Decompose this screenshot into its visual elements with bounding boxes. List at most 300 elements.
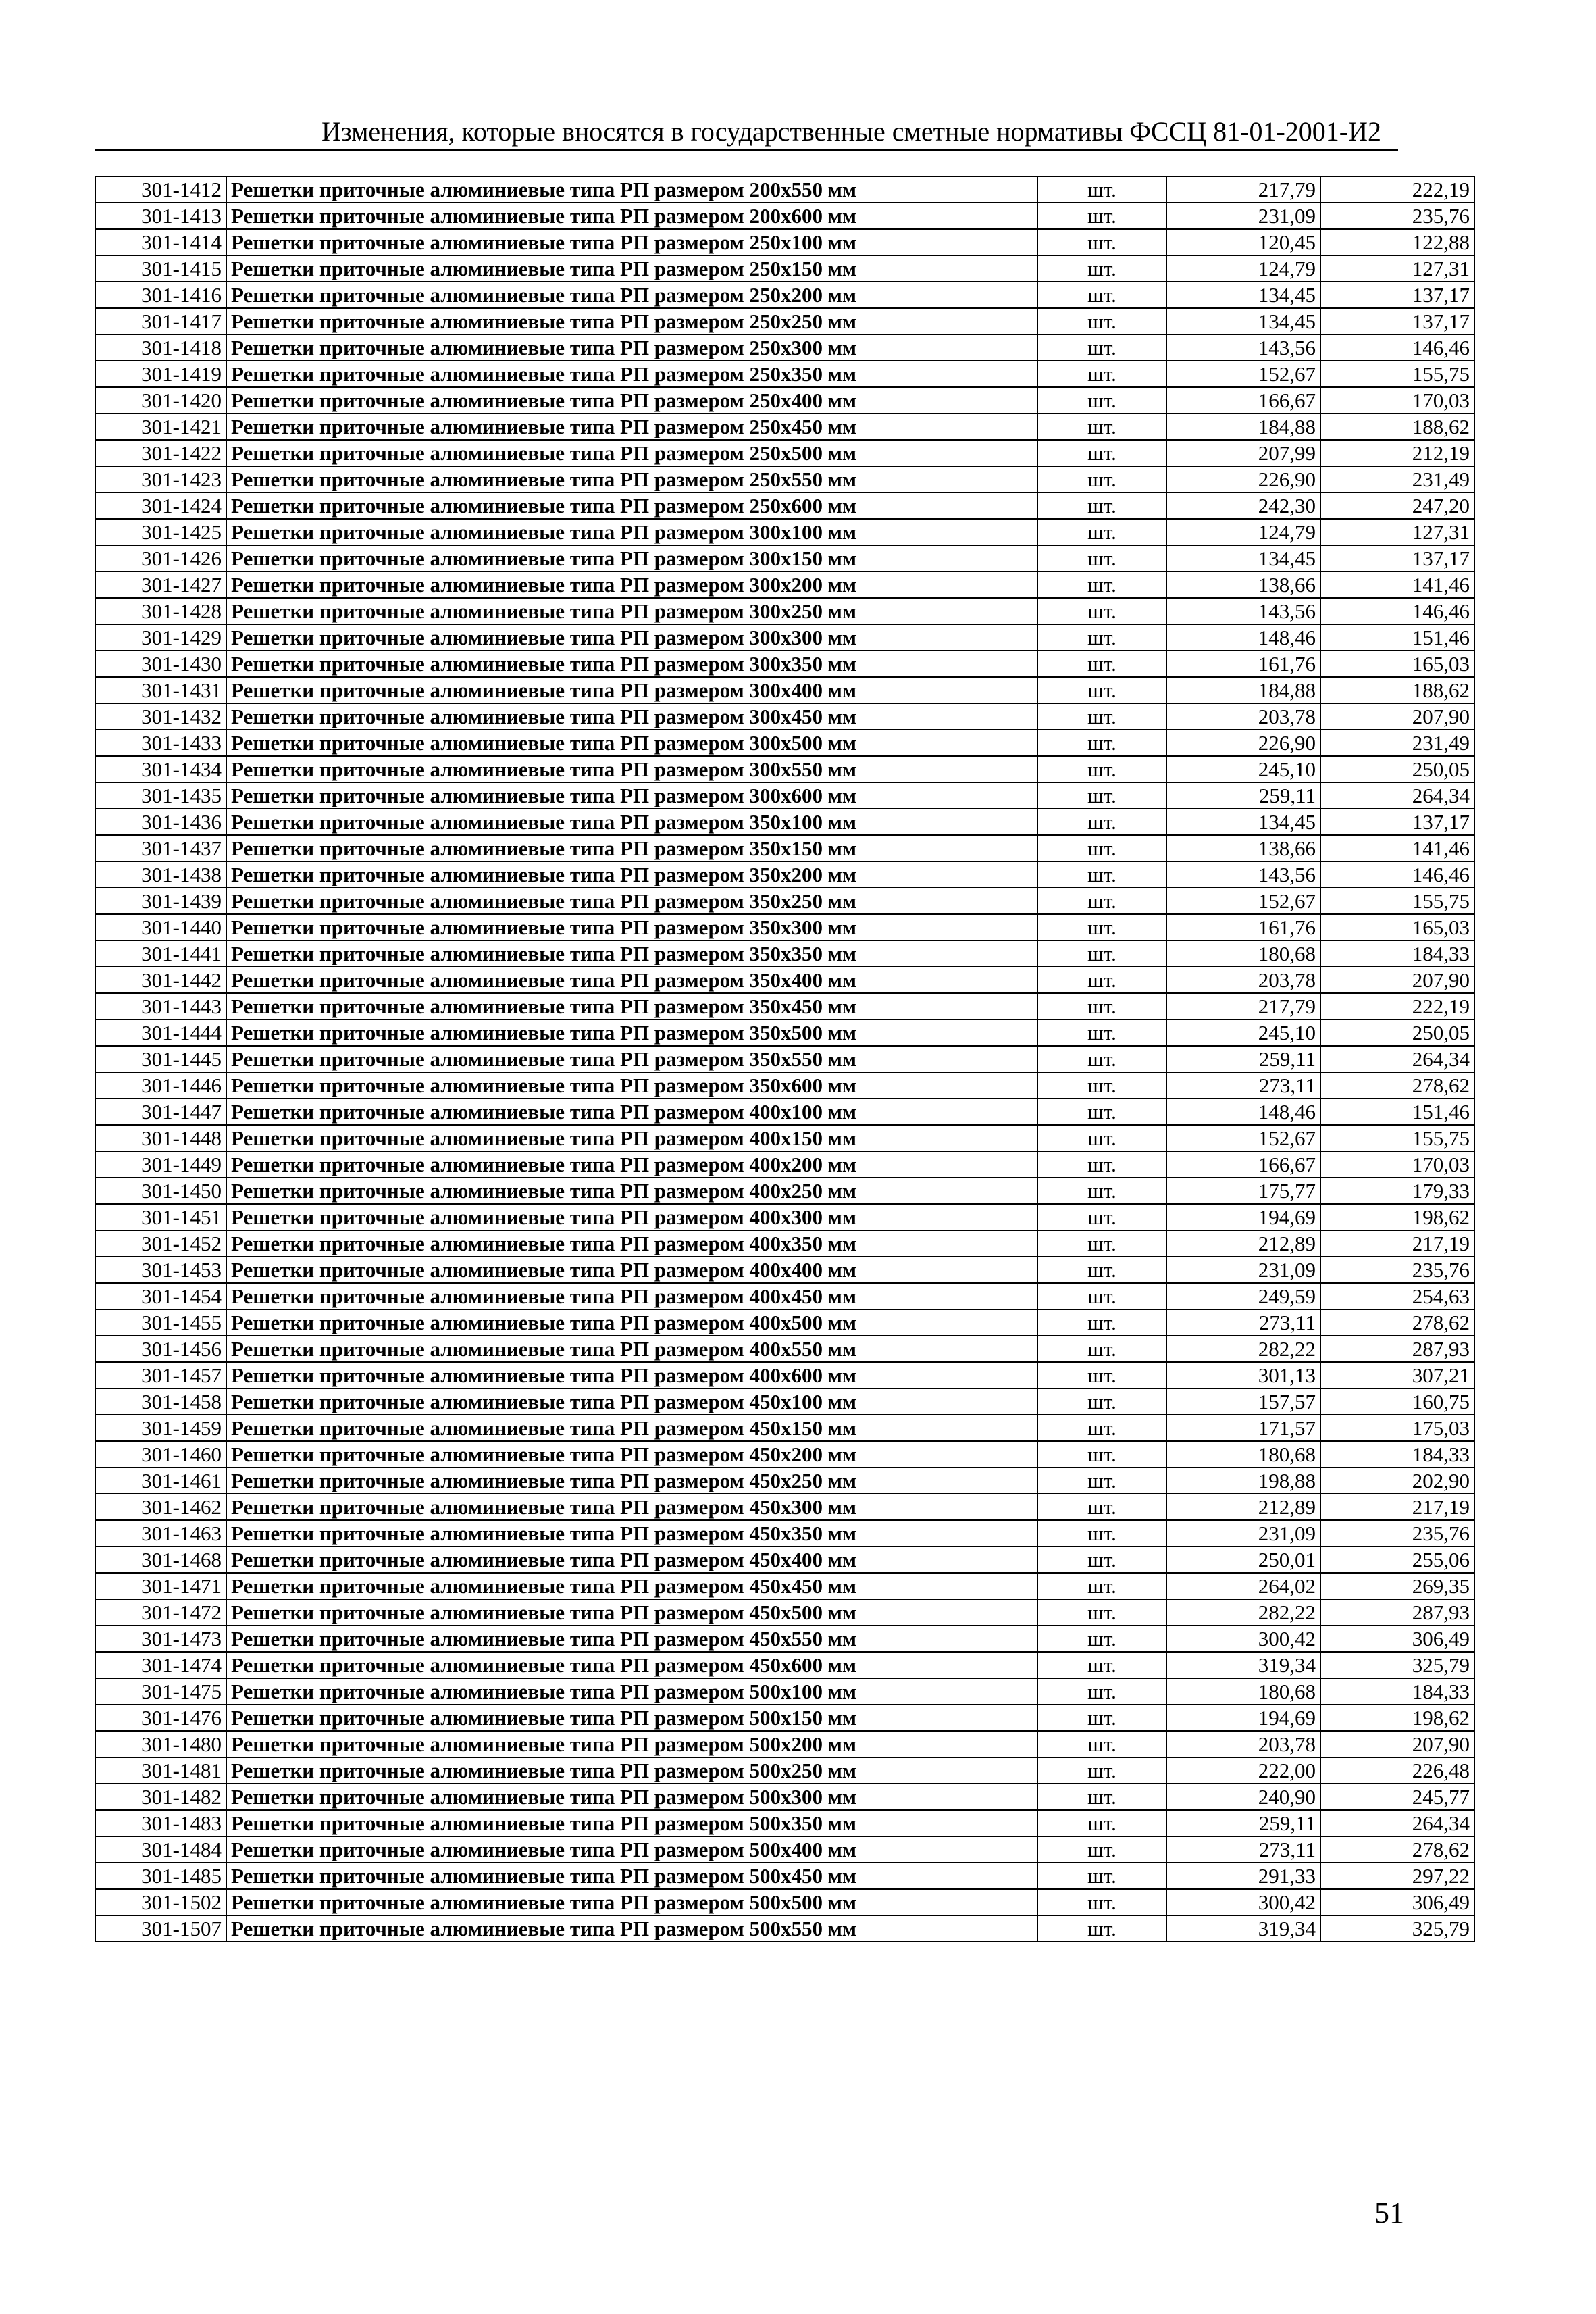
table-row — [95, 861, 1474, 888]
unit-cell: шт. — [1037, 466, 1166, 493]
unit-cell: шт. — [1037, 1757, 1166, 1784]
unit-cell: шт. — [1037, 1336, 1166, 1362]
unit-cell: шт. — [1037, 1309, 1166, 1336]
table-row — [95, 1099, 1474, 1125]
unit-cell: шт. — [1037, 440, 1166, 466]
table-row — [95, 466, 1474, 493]
table-row — [95, 1467, 1474, 1494]
item-name-cell: Решетки приточные алюминиевые типа РП размером 450х400 мм — [226, 1546, 1037, 1573]
item-name-cell: Решетки приточные алюминиевые типа РП размером 300х200 мм — [226, 572, 1037, 598]
item-code-cell: 301-1480 — [95, 1731, 226, 1757]
item-name-cell: Решетки приточные алюминиевые типа РП размером 400х150 мм — [226, 1125, 1037, 1151]
table-row — [95, 1863, 1474, 1889]
item-name-cell: Решетки приточные алюминиевые типа РП размером 450х300 мм — [226, 1494, 1037, 1520]
price-cell: 217,79 — [1166, 993, 1320, 1020]
item-name-cell: Решетки приточные алюминиевые типа РП размером 450х200 мм — [226, 1441, 1037, 1467]
price-cell: 155,75 — [1320, 888, 1474, 914]
item-name-cell: Решетки приточные алюминиевые типа РП размером 250х300 мм — [226, 334, 1037, 361]
unit-cell: шт. — [1037, 1784, 1166, 1810]
item-name-cell: Решетки приточные алюминиевые типа РП размером 500х100 мм — [226, 1678, 1037, 1705]
price-cell: 273,11 — [1166, 1836, 1320, 1863]
page-number: 51 — [1374, 2196, 1404, 2230]
price-cell: 259,11 — [1166, 782, 1320, 809]
price-cell: 212,89 — [1166, 1494, 1320, 1520]
price-cell: 203,78 — [1166, 703, 1320, 730]
item-code-cell: 301-1483 — [95, 1810, 226, 1836]
item-name-cell: Решетки приточные алюминиевые типа РП размером 400х350 мм — [226, 1230, 1037, 1257]
item-code-cell: 301-1428 — [95, 598, 226, 624]
item-code-cell: 301-1475 — [95, 1678, 226, 1705]
price-cell: 166,67 — [1166, 1151, 1320, 1178]
table-row — [95, 1020, 1474, 1046]
price-cell: 170,03 — [1320, 387, 1474, 413]
item-name-cell: Решетки приточные алюминиевые типа РП размером 250х150 мм — [226, 255, 1037, 282]
table-row — [95, 1125, 1474, 1151]
price-cell: 325,79 — [1320, 1652, 1474, 1678]
price-cell: 264,34 — [1320, 782, 1474, 809]
unit-cell: шт. — [1037, 1046, 1166, 1072]
item-code-cell: 301-1456 — [95, 1336, 226, 1362]
unit-cell: шт. — [1037, 1204, 1166, 1230]
unit-cell: шт. — [1037, 1889, 1166, 1915]
item-code-cell: 301-1472 — [95, 1599, 226, 1626]
price-cell: 171,57 — [1166, 1415, 1320, 1441]
price-cell: 198,62 — [1320, 1204, 1474, 1230]
price-cell: 287,93 — [1320, 1599, 1474, 1626]
table-row — [95, 545, 1474, 572]
unit-cell: шт. — [1037, 1283, 1166, 1309]
item-code-cell: 301-1413 — [95, 203, 226, 229]
item-code-cell: 301-1437 — [95, 835, 226, 861]
price-cell: 231,49 — [1320, 466, 1474, 493]
table-row — [95, 967, 1474, 993]
price-cell: 282,22 — [1166, 1336, 1320, 1362]
page-header — [95, 114, 1398, 151]
item-name-cell: Решетки приточные алюминиевые типа РП размером 300х250 мм — [226, 598, 1037, 624]
item-name-cell: Решетки приточные алюминиевые типа РП размером 250х450 мм — [226, 413, 1037, 440]
table-row — [95, 1151, 1474, 1178]
item-code-cell: 301-1440 — [95, 914, 226, 940]
item-code-cell: 301-1461 — [95, 1467, 226, 1494]
table-row — [95, 176, 1474, 203]
price-cell: 207,99 — [1166, 440, 1320, 466]
price-cell: 319,34 — [1166, 1652, 1320, 1678]
unit-cell: шт. — [1037, 993, 1166, 1020]
unit-cell: шт. — [1037, 835, 1166, 861]
unit-cell: шт. — [1037, 282, 1166, 308]
item-code-cell: 301-1471 — [95, 1573, 226, 1599]
price-cell: 240,90 — [1166, 1784, 1320, 1810]
unit-cell: шт. — [1037, 1441, 1166, 1467]
table-row — [95, 835, 1474, 861]
price-cell: 306,49 — [1320, 1626, 1474, 1652]
price-cell: 143,56 — [1166, 334, 1320, 361]
unit-cell: шт. — [1037, 1546, 1166, 1573]
price-cell: 141,46 — [1320, 835, 1474, 861]
item-code-cell: 301-1422 — [95, 440, 226, 466]
unit-cell: шт. — [1037, 624, 1166, 651]
item-code-cell: 301-1451 — [95, 1204, 226, 1230]
price-cell: 165,03 — [1320, 914, 1474, 940]
item-name-cell: Решетки приточные алюминиевые типа РП размером 450х250 мм — [226, 1467, 1037, 1494]
item-name-cell: Решетки приточные алюминиевые типа РП размером 350х450 мм — [226, 993, 1037, 1020]
unit-cell: шт. — [1037, 1415, 1166, 1441]
item-name-cell: Решетки приточные алюминиевые типа РП размером 450х450 мм — [226, 1573, 1037, 1599]
price-cell: 207,90 — [1320, 967, 1474, 993]
table-row — [95, 1810, 1474, 1836]
item-code-cell: 301-1441 — [95, 940, 226, 967]
table-row — [95, 1652, 1474, 1678]
item-name-cell: Решетки приточные алюминиевые типа РП размером 450х550 мм — [226, 1626, 1037, 1652]
table-row — [95, 1415, 1474, 1441]
item-code-cell: 301-1415 — [95, 255, 226, 282]
unit-cell: шт. — [1037, 756, 1166, 782]
item-name-cell: Решетки приточные алюминиевые типа РП размером 350х600 мм — [226, 1072, 1037, 1099]
price-cell: 151,46 — [1320, 1099, 1474, 1125]
item-name-cell: Решетки приточные алюминиевые типа РП размером 400х600 мм — [226, 1362, 1037, 1388]
unit-cell: шт. — [1037, 1705, 1166, 1731]
price-cell: 222,00 — [1166, 1757, 1320, 1784]
item-code-cell: 301-1474 — [95, 1652, 226, 1678]
item-name-cell: Решетки приточные алюминиевые типа РП размером 250х400 мм — [226, 387, 1037, 413]
item-name-cell: Решетки приточные алюминиевые типа РП размером 400х500 мм — [226, 1309, 1037, 1336]
item-code-cell: 301-1421 — [95, 413, 226, 440]
price-cell: 235,76 — [1320, 1257, 1474, 1283]
table-row — [95, 334, 1474, 361]
price-cell: 137,17 — [1320, 282, 1474, 308]
item-code-cell: 301-1439 — [95, 888, 226, 914]
price-cell: 255,06 — [1320, 1546, 1474, 1573]
item-name-cell: Решетки приточные алюминиевые типа РП размером 500х550 мм — [226, 1915, 1037, 1942]
price-cell: 300,42 — [1166, 1626, 1320, 1652]
item-code-cell: 301-1417 — [95, 308, 226, 334]
price-cell: 325,79 — [1320, 1915, 1474, 1942]
item-code-cell: 301-1412 — [95, 176, 226, 203]
table-row — [95, 361, 1474, 387]
item-code-cell: 301-1423 — [95, 466, 226, 493]
price-cell: 287,93 — [1320, 1336, 1474, 1362]
price-cell: 120,45 — [1166, 229, 1320, 255]
item-name-cell: Решетки приточные алюминиевые типа РП размером 250х200 мм — [226, 282, 1037, 308]
price-cell: 184,88 — [1166, 677, 1320, 703]
unit-cell: шт. — [1037, 1863, 1166, 1889]
unit-cell: шт. — [1037, 809, 1166, 835]
item-name-cell: Решетки приточные алюминиевые типа РП размером 400х550 мм — [226, 1336, 1037, 1362]
item-code-cell: 301-1448 — [95, 1125, 226, 1151]
item-code-cell: 301-1507 — [95, 1915, 226, 1942]
price-cell: 175,03 — [1320, 1415, 1474, 1441]
table-row — [95, 914, 1474, 940]
unit-cell: шт. — [1037, 1599, 1166, 1626]
item-code-cell: 301-1445 — [95, 1046, 226, 1072]
price-cell: 307,21 — [1320, 1362, 1474, 1388]
item-code-cell: 301-1450 — [95, 1178, 226, 1204]
table-row — [95, 1915, 1474, 1942]
price-cell: 235,76 — [1320, 203, 1474, 229]
unit-cell: шт. — [1037, 1731, 1166, 1757]
price-cell: 148,46 — [1166, 1099, 1320, 1125]
item-code-cell: 301-1482 — [95, 1784, 226, 1810]
table-row — [95, 1388, 1474, 1415]
item-name-cell: Решетки приточные алюминиевые типа РП размером 300х150 мм — [226, 545, 1037, 572]
unit-cell: шт. — [1037, 940, 1166, 967]
item-name-cell: Решетки приточные алюминиевые типа РП размером 350х400 мм — [226, 967, 1037, 993]
table-row — [95, 782, 1474, 809]
item-code-cell: 301-1444 — [95, 1020, 226, 1046]
item-name-cell: Решетки приточные алюминиевые типа РП размером 350х150 мм — [226, 835, 1037, 861]
item-name-cell: Решетки приточные алюминиевые типа РП размером 400х250 мм — [226, 1178, 1037, 1204]
price-cell: 245,10 — [1166, 756, 1320, 782]
table-row — [95, 1731, 1474, 1757]
table-row — [95, 387, 1474, 413]
item-name-cell: Решетки приточные алюминиевые типа РП размером 300х350 мм — [226, 651, 1037, 677]
price-cell: 148,46 — [1166, 624, 1320, 651]
unit-cell: шт. — [1037, 572, 1166, 598]
price-cell: 198,88 — [1166, 1467, 1320, 1494]
item-name-cell: Решетки приточные алюминиевые типа РП размером 300х450 мм — [226, 703, 1037, 730]
price-cell: 278,62 — [1320, 1836, 1474, 1863]
price-cell: 146,46 — [1320, 861, 1474, 888]
item-name-cell: Решетки приточные алюминиевые типа РП размером 350х100 мм — [226, 809, 1037, 835]
price-table — [95, 176, 1475, 1942]
item-code-cell: 301-1418 — [95, 334, 226, 361]
price-cell: 247,20 — [1320, 493, 1474, 519]
table-row — [95, 1072, 1474, 1099]
unit-cell: шт. — [1037, 1494, 1166, 1520]
price-cell: 165,03 — [1320, 651, 1474, 677]
price-cell: 249,59 — [1166, 1283, 1320, 1309]
item-name-cell: Решетки приточные алюминиевые типа РП размером 400х400 мм — [226, 1257, 1037, 1283]
price-cell: 134,45 — [1166, 809, 1320, 835]
item-code-cell: 301-1455 — [95, 1309, 226, 1336]
price-cell: 151,46 — [1320, 624, 1474, 651]
table-row — [95, 203, 1474, 229]
table-row — [95, 440, 1474, 466]
price-cell: 264,34 — [1320, 1810, 1474, 1836]
price-cell: 161,76 — [1166, 651, 1320, 677]
item-code-cell: 301-1473 — [95, 1626, 226, 1652]
price-cell: 231,09 — [1166, 1257, 1320, 1283]
table-row — [95, 940, 1474, 967]
unit-cell: шт. — [1037, 1178, 1166, 1204]
item-name-cell: Решетки приточные алюминиевые типа РП размером 250х500 мм — [226, 440, 1037, 466]
price-cell: 231,09 — [1166, 203, 1320, 229]
price-cell: 264,02 — [1166, 1573, 1320, 1599]
price-cell: 138,66 — [1166, 572, 1320, 598]
table-row — [95, 756, 1474, 782]
item-code-cell: 301-1432 — [95, 703, 226, 730]
unit-cell: шт. — [1037, 1099, 1166, 1125]
price-cell: 152,67 — [1166, 361, 1320, 387]
unit-cell: шт. — [1037, 1626, 1166, 1652]
item-code-cell: 301-1454 — [95, 1283, 226, 1309]
price-cell: 152,67 — [1166, 1125, 1320, 1151]
price-cell: 301,13 — [1166, 1362, 1320, 1388]
table-row — [95, 572, 1474, 598]
item-name-cell: Решетки приточные алюминиевые типа РП размером 450х600 мм — [226, 1652, 1037, 1678]
price-cell: 194,69 — [1166, 1204, 1320, 1230]
unit-cell: шт. — [1037, 255, 1166, 282]
price-cell: 127,31 — [1320, 255, 1474, 282]
price-cell: 226,90 — [1166, 730, 1320, 756]
price-cell: 259,11 — [1166, 1046, 1320, 1072]
item-name-cell: Решетки приточные алюминиевые типа РП размером 250х100 мм — [226, 229, 1037, 255]
item-code-cell: 301-1457 — [95, 1362, 226, 1388]
item-code-cell: 301-1419 — [95, 361, 226, 387]
unit-cell: шт. — [1037, 1388, 1166, 1415]
price-cell: 179,33 — [1320, 1178, 1474, 1204]
price-cell: 264,34 — [1320, 1046, 1474, 1072]
table-row — [95, 598, 1474, 624]
item-name-cell: Решетки приточные алюминиевые типа РП размером 350х550 мм — [226, 1046, 1037, 1072]
table-row — [95, 1204, 1474, 1230]
price-cell: 194,69 — [1166, 1705, 1320, 1731]
item-name-cell: Решетки приточные алюминиевые типа РП размером 300х550 мм — [226, 756, 1037, 782]
price-cell: 180,68 — [1166, 1441, 1320, 1467]
unit-cell: шт. — [1037, 1467, 1166, 1494]
item-name-cell: Решетки приточные алюминиевые типа РП размером 450х500 мм — [226, 1599, 1037, 1626]
item-code-cell: 301-1453 — [95, 1257, 226, 1283]
item-name-cell: Решетки приточные алюминиевые типа РП размером 450х350 мм — [226, 1520, 1037, 1546]
unit-cell: шт. — [1037, 730, 1166, 756]
price-cell: 202,90 — [1320, 1467, 1474, 1494]
table-row — [95, 282, 1474, 308]
unit-cell: шт. — [1037, 308, 1166, 334]
price-cell: 222,19 — [1320, 176, 1474, 203]
price-cell: 152,67 — [1166, 888, 1320, 914]
price-cell: 166,67 — [1166, 387, 1320, 413]
unit-cell: шт. — [1037, 493, 1166, 519]
item-code-cell: 301-1438 — [95, 861, 226, 888]
price-cell: 203,78 — [1166, 967, 1320, 993]
price-cell: 242,30 — [1166, 493, 1320, 519]
item-name-cell: Решетки приточные алюминиевые типа РП размером 500х500 мм — [226, 1889, 1037, 1915]
item-code-cell: 301-1416 — [95, 282, 226, 308]
table-row — [95, 1257, 1474, 1283]
price-cell: 137,17 — [1320, 545, 1474, 572]
unit-cell: шт. — [1037, 782, 1166, 809]
price-cell: 297,22 — [1320, 1863, 1474, 1889]
item-name-cell: Решетки приточные алюминиевые типа РП размером 500х250 мм — [226, 1757, 1037, 1784]
price-cell: 254,63 — [1320, 1283, 1474, 1309]
price-cell: 278,62 — [1320, 1309, 1474, 1336]
item-code-cell: 301-1449 — [95, 1151, 226, 1178]
item-name-cell: Решетки приточные алюминиевые типа РП размером 250х250 мм — [226, 308, 1037, 334]
price-table-body — [95, 176, 1474, 1942]
price-cell: 180,68 — [1166, 940, 1320, 967]
item-name-cell: Решетки приточные алюминиевые типа РП размером 300х300 мм — [226, 624, 1037, 651]
item-code-cell: 301-1481 — [95, 1757, 226, 1784]
item-name-cell: Решетки приточные алюминиевые типа РП размером 350х250 мм — [226, 888, 1037, 914]
item-name-cell: Решетки приточные алюминиевые типа РП размером 300х600 мм — [226, 782, 1037, 809]
table-row — [95, 1757, 1474, 1784]
table-row — [95, 624, 1474, 651]
price-cell: 141,46 — [1320, 572, 1474, 598]
price-cell: 217,19 — [1320, 1230, 1474, 1257]
price-cell: 217,79 — [1166, 176, 1320, 203]
item-code-cell: 301-1446 — [95, 1072, 226, 1099]
unit-cell: шт. — [1037, 914, 1166, 940]
unit-cell: шт. — [1037, 1230, 1166, 1257]
item-name-cell: Решетки приточные алюминиевые типа РП размером 300х400 мм — [226, 677, 1037, 703]
item-name-cell: Решетки приточные алюминиевые типа РП размером 350х200 мм — [226, 861, 1037, 888]
item-code-cell: 301-1468 — [95, 1546, 226, 1573]
unit-cell: шт. — [1037, 1151, 1166, 1178]
item-code-cell: 301-1502 — [95, 1889, 226, 1915]
item-code-cell: 301-1459 — [95, 1415, 226, 1441]
price-cell: 122,88 — [1320, 229, 1474, 255]
unit-cell: шт. — [1037, 1257, 1166, 1283]
item-name-cell: Решетки приточные алюминиевые типа РП размером 200х600 мм — [226, 203, 1037, 229]
item-name-cell: Решетки приточные алюминиевые типа РП размером 400х450 мм — [226, 1283, 1037, 1309]
price-cell: 245,10 — [1166, 1020, 1320, 1046]
item-code-cell: 301-1452 — [95, 1230, 226, 1257]
item-code-cell: 301-1426 — [95, 545, 226, 572]
table-row — [95, 413, 1474, 440]
item-name-cell: Решетки приточные алюминиевые типа РП размером 250х550 мм — [226, 466, 1037, 493]
item-name-cell: Решетки приточные алюминиевые типа РП размером 400х100 мм — [226, 1099, 1037, 1125]
table-row — [95, 1836, 1474, 1863]
unit-cell: шт. — [1037, 1652, 1166, 1678]
item-name-cell: Решетки приточные алюминиевые типа РП размером 500х150 мм — [226, 1705, 1037, 1731]
table-row — [95, 1309, 1474, 1336]
price-cell: 273,11 — [1166, 1072, 1320, 1099]
price-cell: 157,57 — [1166, 1388, 1320, 1415]
item-name-cell: Решетки приточные алюминиевые типа РП размером 350х500 мм — [226, 1020, 1037, 1046]
price-cell: 160,75 — [1320, 1388, 1474, 1415]
price-cell: 127,31 — [1320, 519, 1474, 545]
price-cell: 137,17 — [1320, 809, 1474, 835]
price-cell: 278,62 — [1320, 1072, 1474, 1099]
table-row — [95, 1573, 1474, 1599]
item-name-cell: Решетки приточные алюминиевые типа РП размером 500х300 мм — [226, 1784, 1037, 1810]
item-code-cell: 301-1436 — [95, 809, 226, 835]
item-name-cell: Решетки приточные алюминиевые типа РП размером 250х600 мм — [226, 493, 1037, 519]
table-row — [95, 730, 1474, 756]
unit-cell: шт. — [1037, 703, 1166, 730]
table-row — [95, 1362, 1474, 1388]
unit-cell: шт. — [1037, 967, 1166, 993]
price-cell: 124,79 — [1166, 519, 1320, 545]
price-cell: 250,01 — [1166, 1546, 1320, 1573]
table-row — [95, 703, 1474, 730]
table-row — [95, 1784, 1474, 1810]
table-row — [95, 1705, 1474, 1731]
price-cell: 231,49 — [1320, 730, 1474, 756]
unit-cell: шт. — [1037, 334, 1166, 361]
price-cell: 282,22 — [1166, 1599, 1320, 1626]
price-cell: 250,05 — [1320, 1020, 1474, 1046]
price-cell: 222,19 — [1320, 993, 1474, 1020]
item-name-cell: Решетки приточные алюминиевые типа РП размером 200х550 мм — [226, 176, 1037, 203]
table-row — [95, 308, 1474, 334]
item-code-cell: 301-1433 — [95, 730, 226, 756]
price-cell: 319,34 — [1166, 1915, 1320, 1942]
item-code-cell: 301-1462 — [95, 1494, 226, 1520]
price-cell: 300,42 — [1166, 1889, 1320, 1915]
unit-cell: шт. — [1037, 1072, 1166, 1099]
table-row — [95, 809, 1474, 835]
price-cell: 184,33 — [1320, 1678, 1474, 1705]
price-cell: 138,66 — [1166, 835, 1320, 861]
item-code-cell: 301-1476 — [95, 1705, 226, 1731]
item-code-cell: 301-1427 — [95, 572, 226, 598]
price-cell: 184,33 — [1320, 940, 1474, 967]
unit-cell: шт. — [1037, 861, 1166, 888]
table-row — [95, 1546, 1474, 1573]
item-name-cell: Решетки приточные алюминиевые типа РП размером 450х150 мм — [226, 1415, 1037, 1441]
price-cell: 198,62 — [1320, 1705, 1474, 1731]
